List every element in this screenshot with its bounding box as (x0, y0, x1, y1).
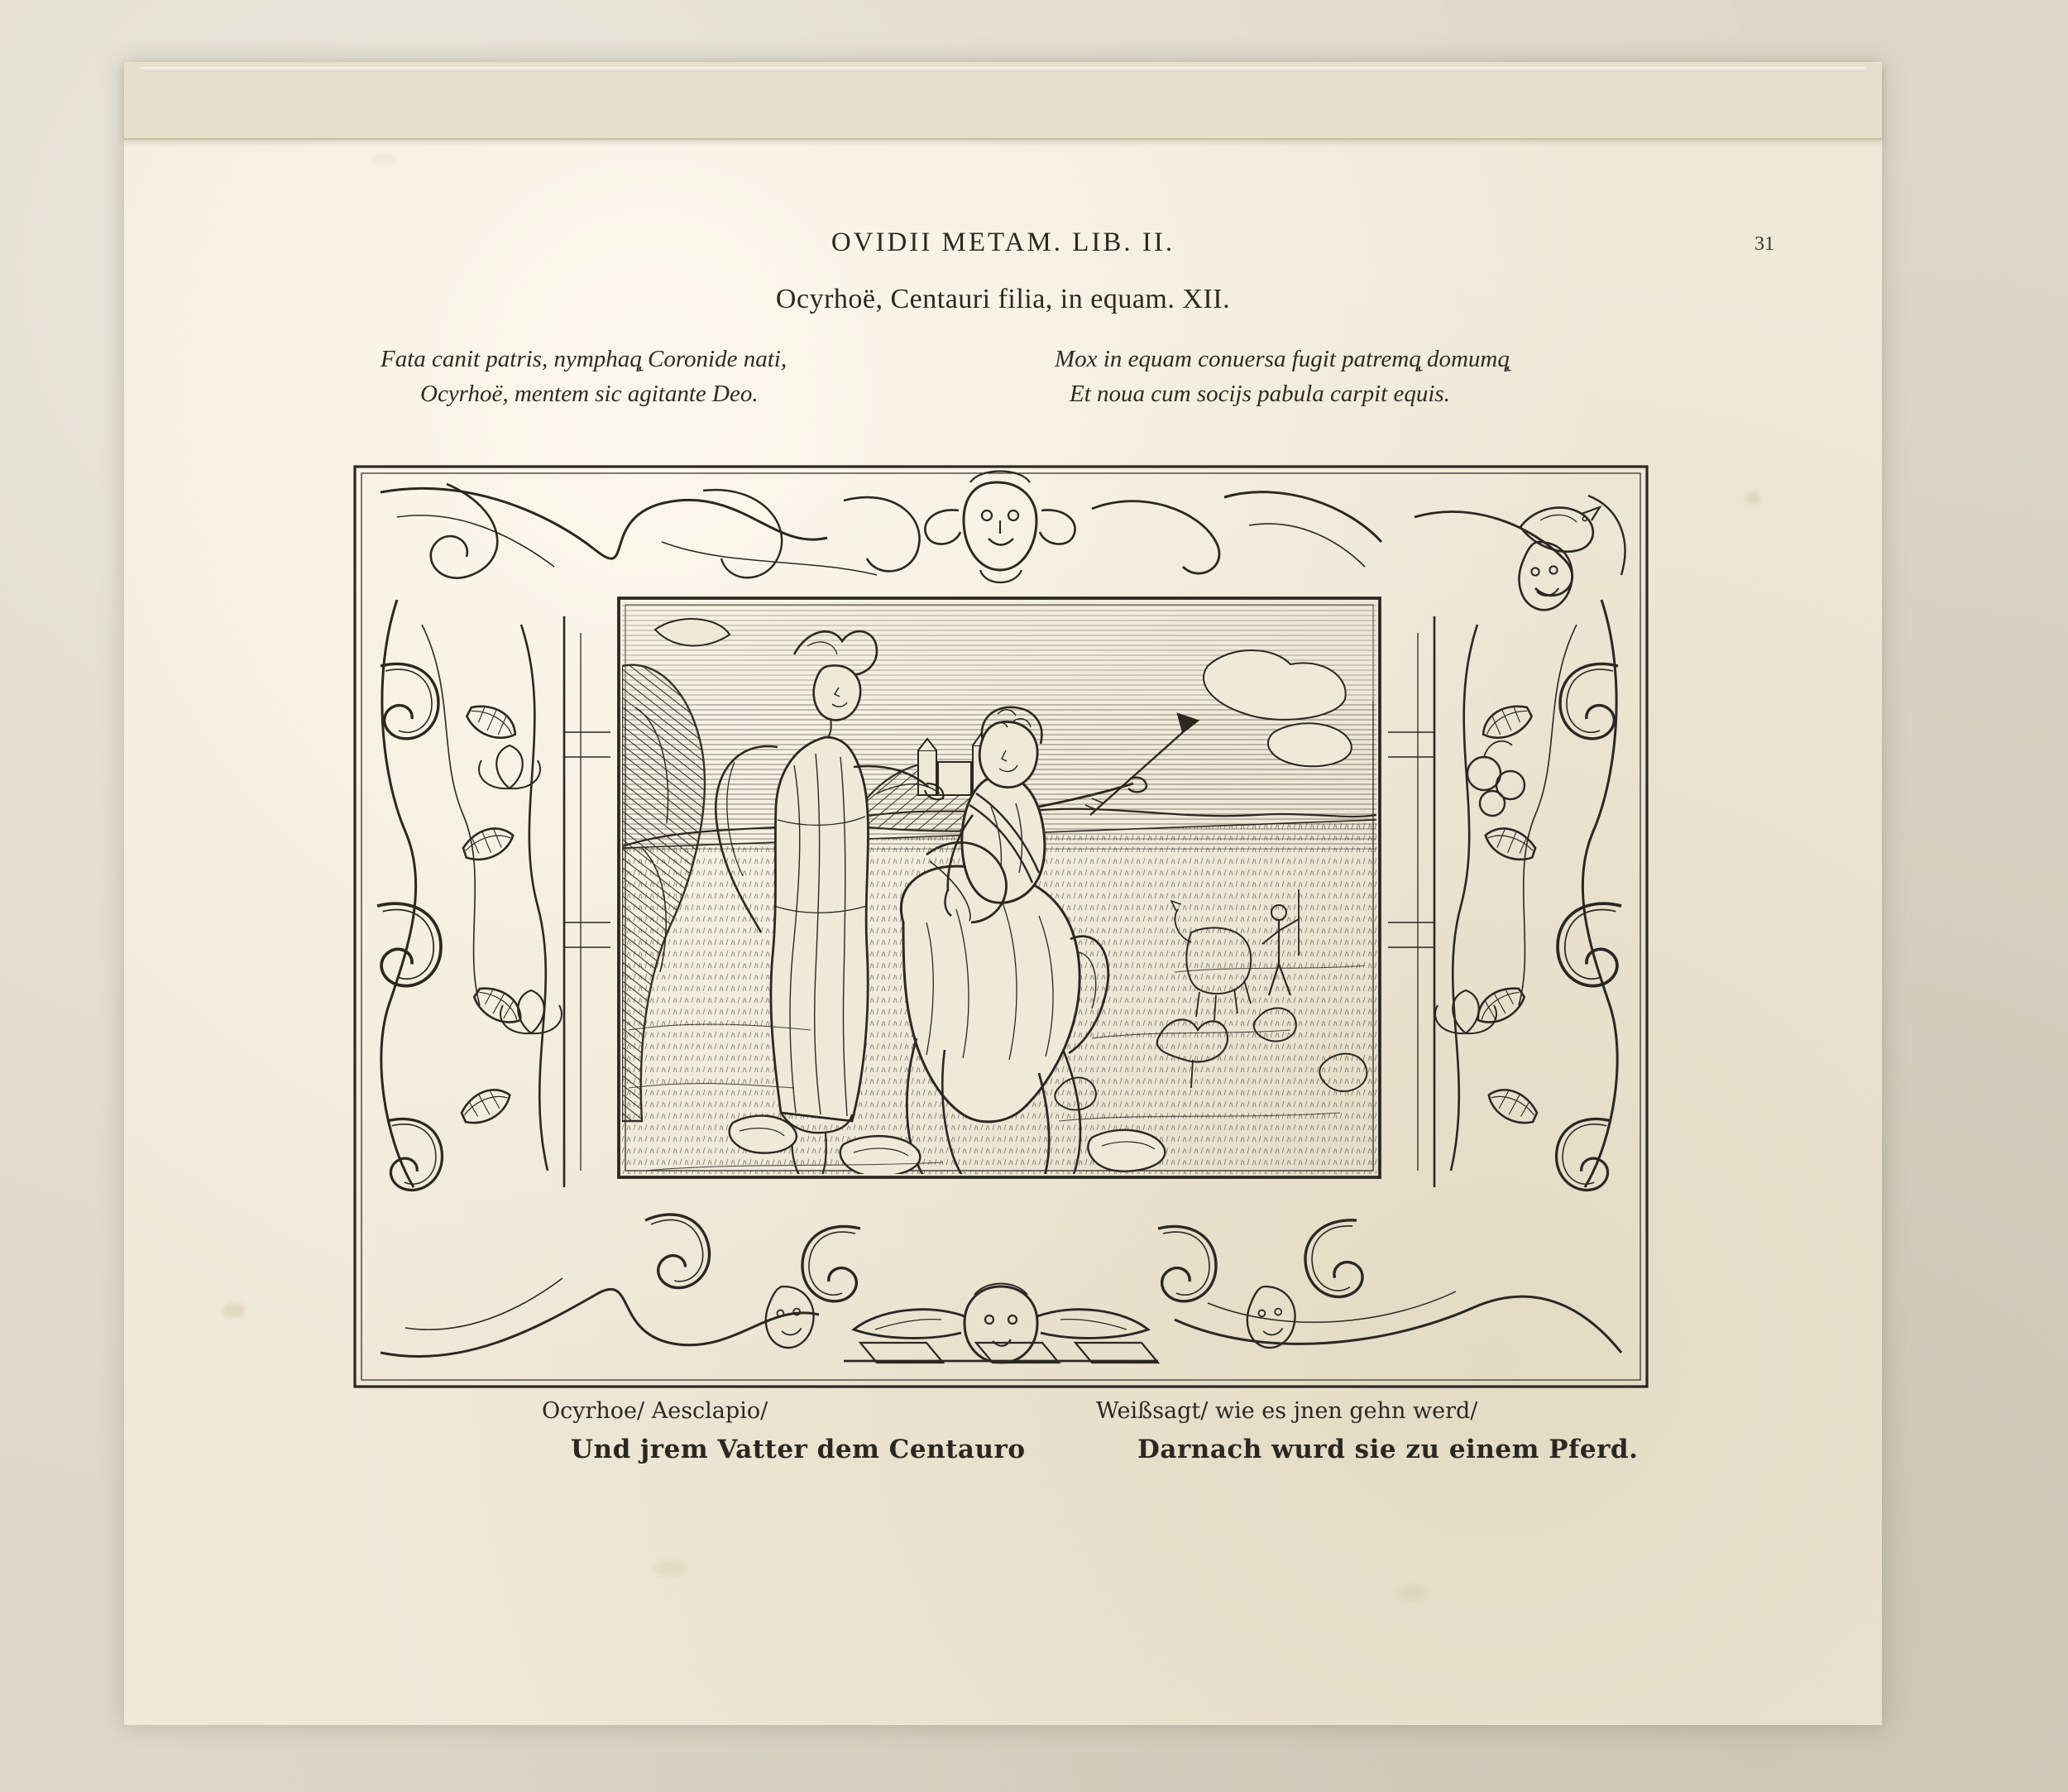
caption-right-line-2: Darnach wurd sie zu einem Pferd. (1137, 1435, 1639, 1464)
verse-line: Fata canit patris, nymphaq̨ Coronide nati, (381, 346, 787, 372)
scene (622, 601, 1376, 1201)
foxing-spot (372, 153, 397, 166)
verse-line: Ocyrhoë, mentem sic agitante Deo. (420, 381, 759, 407)
sheet-fold-edge (141, 67, 1865, 72)
german-caption (124, 1398, 1882, 1489)
foxing-spot (223, 1303, 245, 1318)
sheet-top-flap (124, 62, 1882, 140)
grotesque-head-icon (766, 1287, 814, 1348)
mascaron-icon (925, 472, 1075, 583)
winged-cherub-icon (854, 1284, 1148, 1363)
foxing-spot (653, 1560, 687, 1578)
verse-column-left (381, 342, 787, 411)
fruit-cluster-icon (1467, 741, 1525, 816)
folio-number: 31 (1754, 233, 1774, 255)
verse-column-right (1055, 342, 1510, 411)
paper-sheet (124, 62, 1882, 1725)
woodcut-illustration (347, 459, 1654, 1394)
grotesque-head-icon (1520, 542, 1573, 610)
caption-right-line-1: Weißsagt/ wie es jnen gehn werd/ (1096, 1398, 1478, 1424)
running-head: OVIDII METAM. LIB. II. (831, 228, 1175, 257)
verse-line: Mox in equam conuersa fugit patremq̨ domumq̨ (1055, 346, 1510, 372)
latin-verse (124, 342, 1882, 421)
border-top-band (381, 472, 1625, 596)
caption-left-line-1: Ocyrhoe/ Aesclapio/ (542, 1398, 768, 1424)
caption-left-line-2: Und jrem Vatter dem Centaurо (571, 1435, 1026, 1464)
verse-line: Et noua cum socijs pabula carpit equis. (1070, 381, 1450, 407)
border-right-band (1388, 542, 1621, 1190)
border-left-band (377, 600, 610, 1190)
foxing-spot (1745, 492, 1760, 504)
foxing-spot (1398, 1584, 1426, 1601)
border-bottom-band (381, 1208, 1621, 1363)
page-title: Ocyrhoë, Centauri filia, in equam. XII. (775, 284, 1231, 314)
